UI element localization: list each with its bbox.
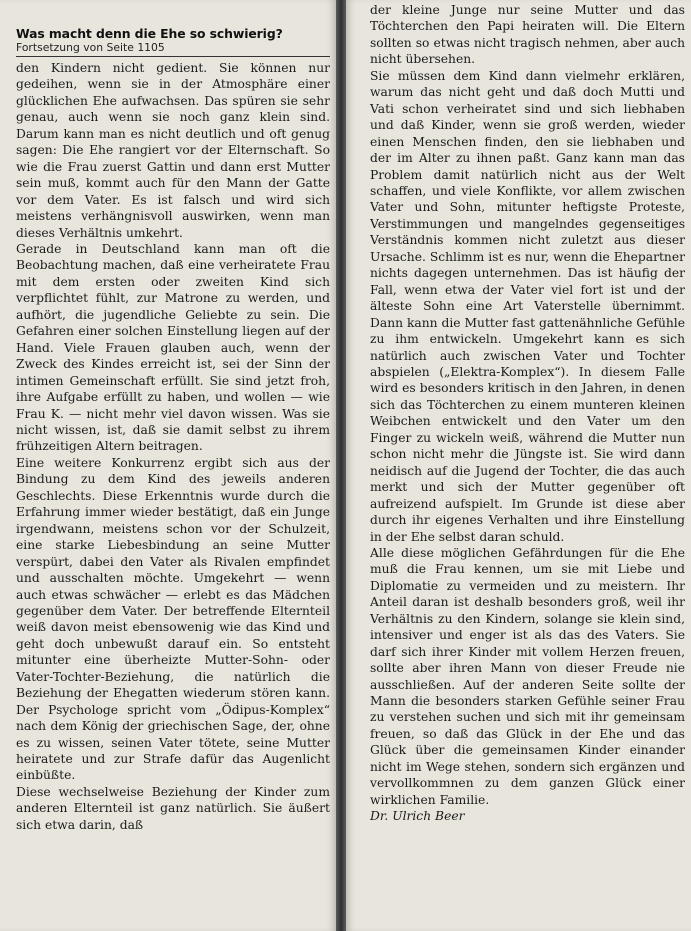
right-column bbox=[346, 0, 691, 931]
continuation-note: Fortsetzung von Seite 1105 bbox=[16, 41, 330, 57]
paragraph: der kleine Junge nur seine Mutter und das Töchterchen den Papi heiraten will. Die Eltern sollten so etwas nicht tragisch nehmen, aber auch nicht übersehen. bbox=[370, 3, 685, 67]
paragraph: Diese wechselweise Beziehung der Kinder zum anderen Elternteil ist ganz natürlich. Sie äußert sich etwa darin, daß bbox=[16, 784, 330, 832]
final-paragraph bbox=[370, 545, 685, 825]
paragraph: Eine weitere Konkurrenz ergibt sich aus der Bindung zu dem Kind des jeweils anderen Geschlechts. Diese Erkenntnis wurde durch die Erfahrung immer wieder bestätigt, daß ein Junge irgendwann, meistens schon vor der Schulzeit, eine starke Liebesbindung an seine Mutter verspürt, dabei den Vater als Rivalen empfindet und ausschalten möchte. Umgekehrt — wenn auch etwas schwächer — erlebt es das Mädchen gegenüber dem Vater. Der betreffende Elternteil weiß davon meist ebensowenig wie das Kind und geht doch unbewußt darauf ein. So entsteht mitunter eine überheizte Mutter-Sohn- oder Vater-Tochter-Beziehung, die natürlich die Beziehung der Ehegatten wiederum stören kann. Der Psychologe spricht vom „Ödipus-Komplex“ nach dem König der griechischen Sage, der, ohne es zu wissen, seinen Vater tötete, seine Mutter heiratete und zur Strafe dafür das Augenlicht einbüßte. bbox=[16, 455, 330, 783]
left-column-text bbox=[16, 60, 330, 833]
right-column-text bbox=[370, 2, 685, 825]
paragraph: Sie müssen dem Kind dann vielmehr erklären, warum das nicht geht und daß doch Mutti und Vati schon verheiratet sind und sich liebhaben und daß Kinder, wenn sie groß werden, wieder einen Menschen finden, den sie liebhaben und der im Alter zu ihnen paßt. Ganz kann man das Problem damit natürlich nicht aus der Welt schaffen, und viele Konflikte, vor allem zwischen Vater und Sohn, mitunter heftigste Proteste, Verstimmungen und mangelndes gegenseitiges Verständnis kommen nicht zuletzt aus dieser Ursache. Schlimm ist es nur, wenn die Ehepartner nichts dagegen unternehmen. Das ist häufig der Fall, wenn etwa der Vater viel fort ist und der älteste Sohn eine Art Vaterstelle übernimmt. Dann kann die Mutter fast gattenähnliche Gefühle zu ihm entwickeln. Umgekehrt kann es sich natürlich auch zwischen Vater und Tochter abspielen („Elektra-Komplex“). In diesem Falle wird es besonders kritisch in den Jahren, in denen sich das Töchterchen zu einem munteren kleinen Weibchen entwickelt und den Vater um den Finger zu wickeln weiß, während die Mutter nun schon nicht mehr die Jüngste ist. Sie wird dann neidisch auf die Jugend der Tochter, die das auch merkt und sich der Mutter gegenüber oft aufreizend aufspielt. Im Grunde ist diese aber durch ihr eigenes Verhalten und ihre Einstellung in der Ehe selbst daran schuld. bbox=[370, 68, 685, 544]
paragraph-text: Alle diese möglichen Gefährdungen für die Ehe muß die Frau kennen, um sie mit Liebe und Diplomatie zu vermeiden und zu meistern. Ihr Anteil daran ist deshalb besonders groß, weil ihr Verhältnis zu den Kindern, solange sie klein sind, intensiver und enger ist als das des Vaters. Sie darf sich ihrer Kinder mit vollem Herzen freuen, sollte aber ihren Mann von dieser Freude nie ausschließen. Auf der anderen Seite sollte der Mann die besonders starken Gefühle seiner Frau zu verstehen suchen und sich mit ihr gemeinsam freuen, so daß das Glück in der Ehe und das Glück über die gemeinsamen Kinder einander nicht im Wege stehen, sondern sich ergänzen und vervollkommnen zu dem ganzen Glück einer wirklichen Familie. bbox=[370, 545, 685, 807]
paragraph: Gerade in Deutschland kann man oft die Beobachtung machen, daß eine verheiratete Frau mit dem ersten oder zweiten Kind sich verpflichtet fühlt, zur Matrone zu werden, und aufhört, die jugendliche Geliebte zu sein. Die Gefahren einer solchen Einstellung liegen auf der Hand. Viele Frauen glauben auch, wenn der Zweck des Kindes erreicht ist, sei der Sinn der intimen Gemeinschaft erfüllt. Sie sind jetzt froh, ihre Aufgabe erfüllt zu haben, und wollen — wie Frau K. — nicht mehr viel davon wissen. Was sie nicht wissen, ist, daß sie damit selbst zu ihrem frühzeitigen Altern beitragen. bbox=[16, 241, 330, 454]
article-title: Was macht denn die Ehe so schwierig? bbox=[16, 26, 283, 41]
author-signature: Dr. Ulrich Beer bbox=[370, 809, 465, 824]
paragraph: den Kindern nicht gedient. Sie können nur gedeihen, wenn sie in der Atmosphäre einer glücklichen Ehe aufwachsen. Das spüren sie sehr genau, auch wenn sie noch ganz klein sind. Darum kann man es nicht deutlich und oft genug sagen: Die Ehe rangiert vor der Elternschaft. So wie die Frau zuerst Gattin und dann erst Mutter sein muß, kommt auch für den Mann der Gatte vor dem Vater. Es ist falsch und wird sich meistens verhängnisvoll auswirken, wenn man dieses Verhältnis umkehrt. bbox=[16, 61, 330, 240]
page-gutter bbox=[336, 0, 346, 931]
left-column bbox=[0, 0, 336, 931]
